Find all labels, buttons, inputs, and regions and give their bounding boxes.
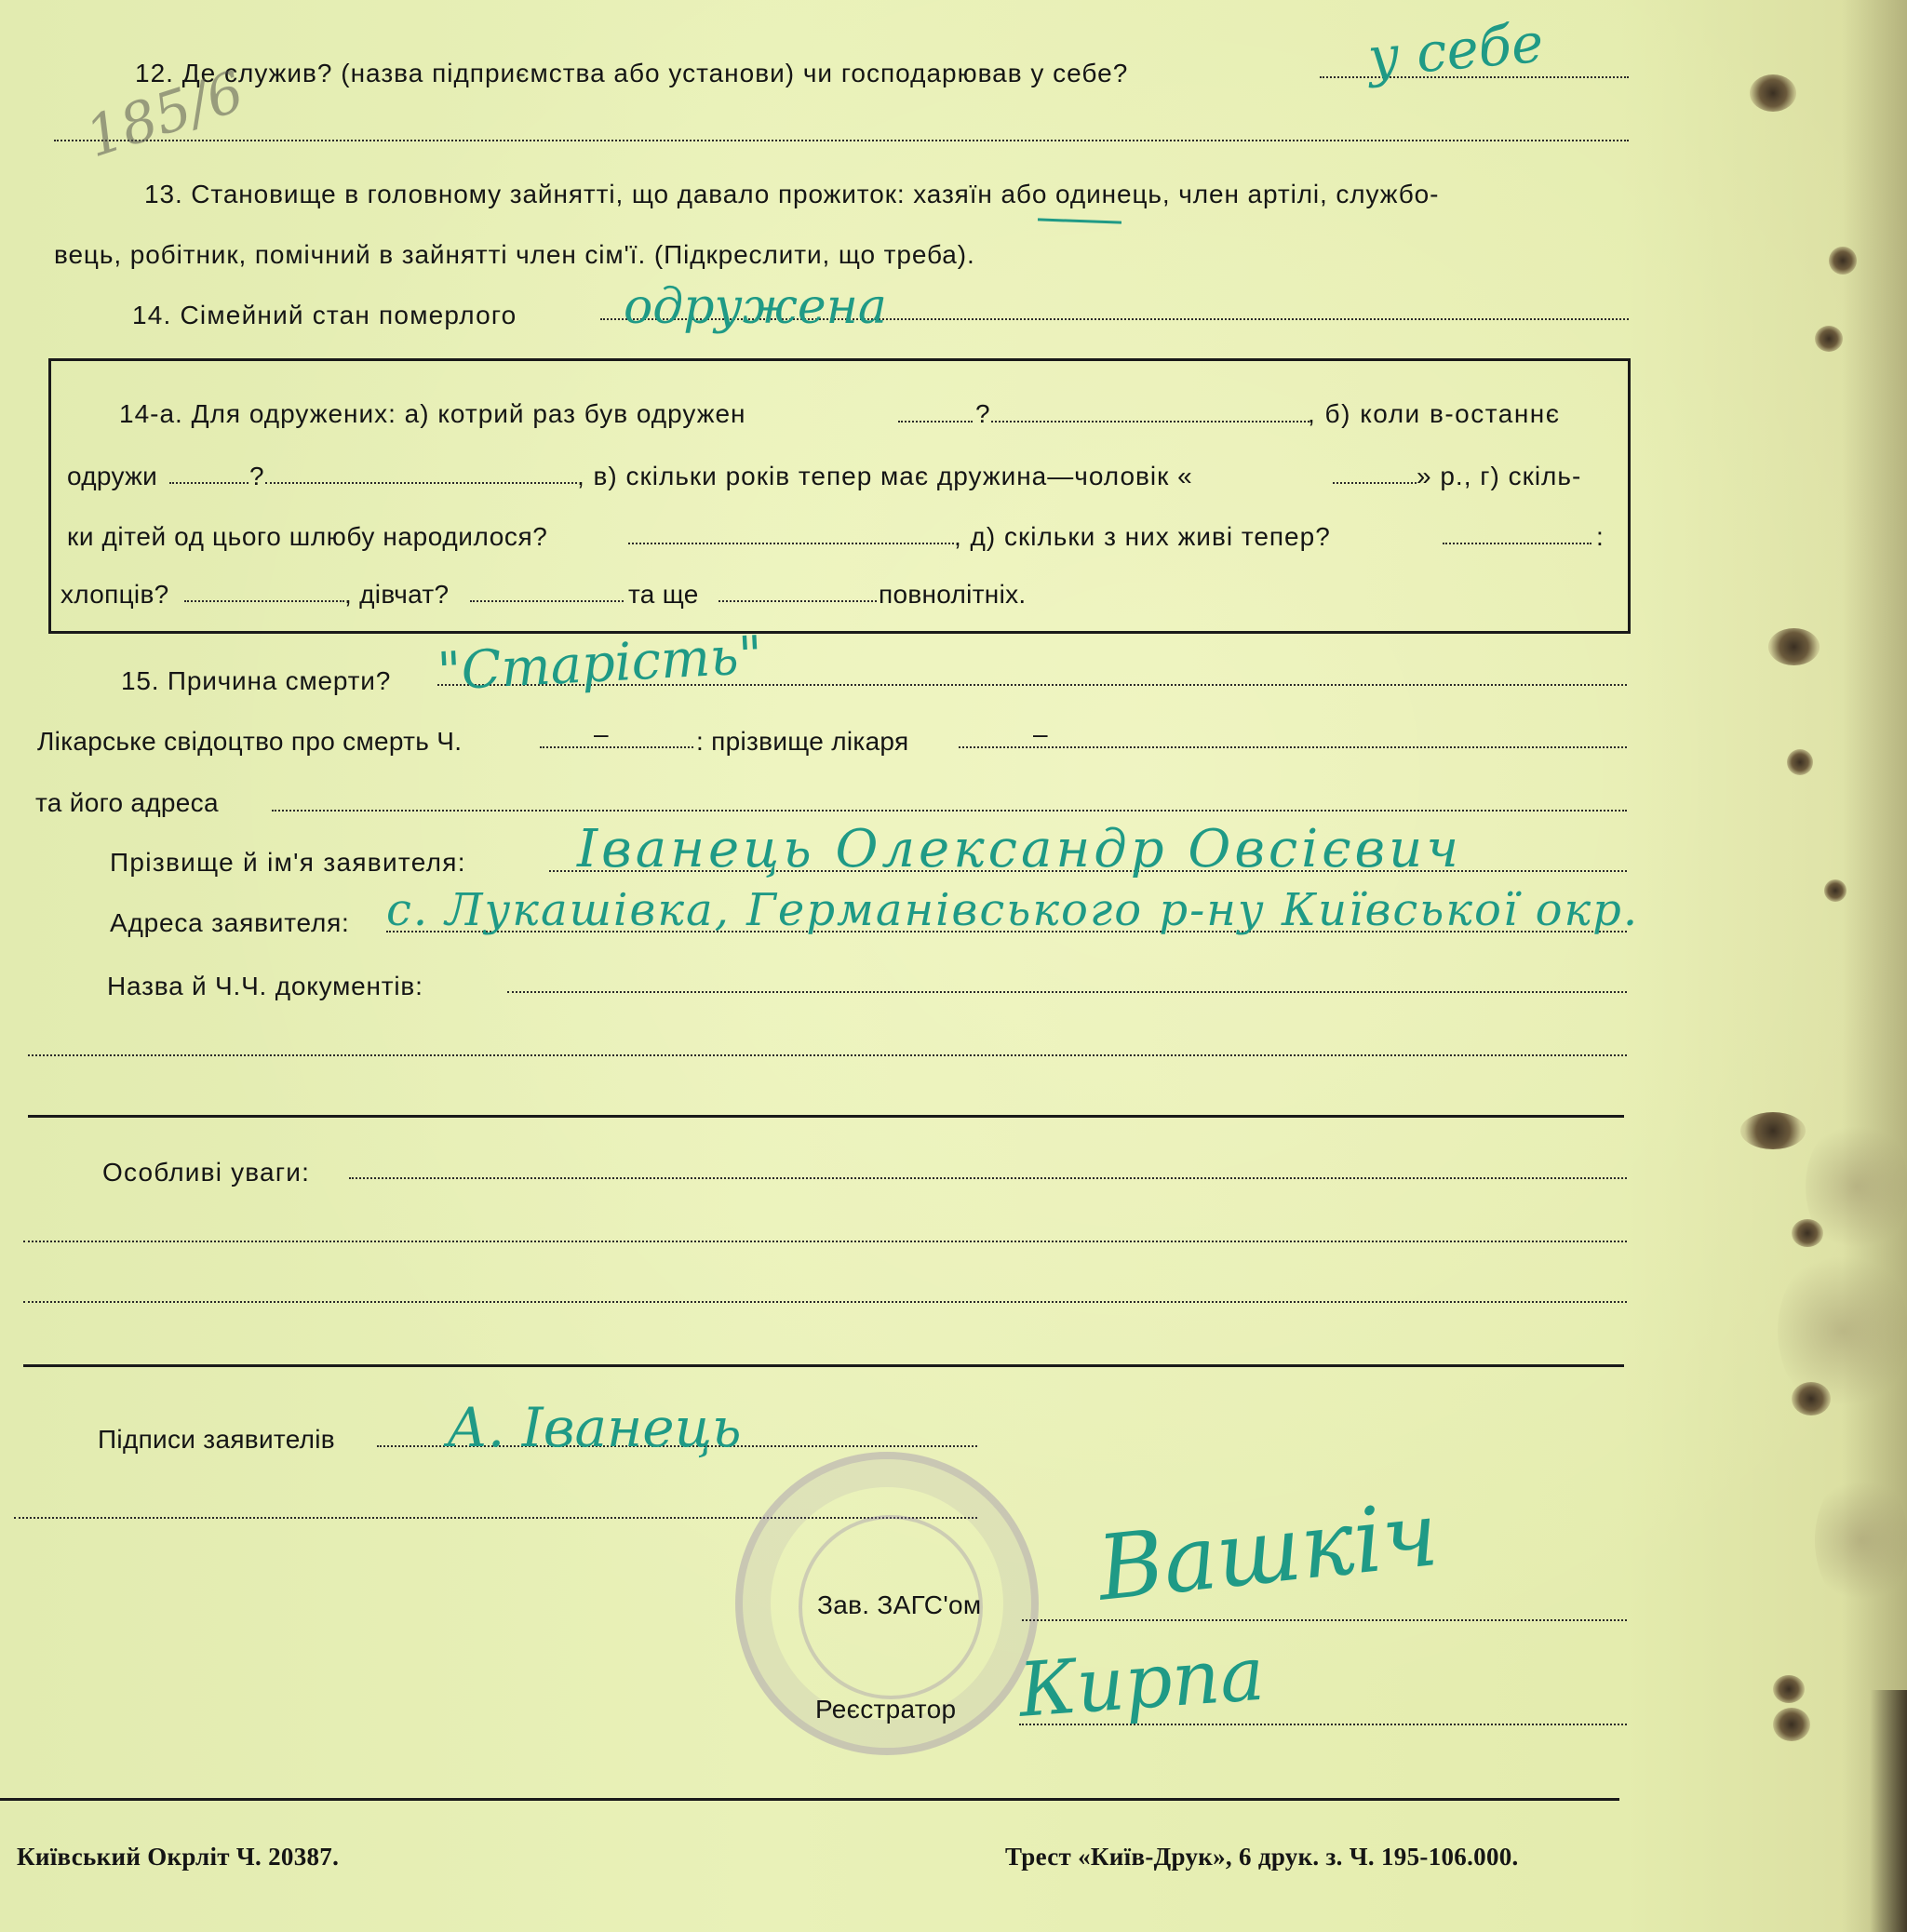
applicant-name-label: Прізвище й ім'я заявителя: [110, 848, 466, 877]
q14a-line4-text: хлопців? [60, 580, 169, 609]
q14a-line3-b-text: , д) скільки з них живі тепер? [954, 522, 1331, 551]
doctor-surname-dash: – [1033, 719, 1048, 748]
doctor-address-label: та його адреса [35, 788, 219, 817]
handwritten-applicant-address: с. Лукашівка, Германівського р-ну Київської окр. [386, 884, 1640, 936]
death-certificate-dash: – [594, 719, 609, 748]
handwritten-registrar-signature: Кирпа [1015, 1630, 1268, 1734]
q14a-times-married-field-2[interactable] [991, 421, 1309, 423]
registrar-label: Реєстратор [815, 1695, 957, 1724]
zags-head-label: Зав. ЗАГС'ом [817, 1590, 982, 1619]
section-divider [23, 1364, 1624, 1367]
footer-divider [0, 1798, 1619, 1801]
handwritten-q14-answer: одружена [624, 279, 887, 335]
handwritten-q12-answer: у себе [1365, 10, 1546, 89]
footer-printer-info: Трест «Київ-Друк», 6 друк. з. Ч. 195-106.000. [1005, 1843, 1519, 1871]
binding-hole [1829, 247, 1857, 275]
footer-print-license: Київський Окрліт Ч. 20387. [17, 1843, 340, 1871]
applicant-address-label: Адреса заявителя: [110, 908, 350, 937]
question-13-line2: вець, робітник, помічний в зайнятті член сім'ї. (Підкреслити, що треба). [54, 240, 975, 269]
doctor-surname-field[interactable] [959, 746, 1627, 748]
remarks-field-2[interactable] [23, 1241, 1627, 1242]
binding-hole [1815, 326, 1843, 352]
q14a-line1-text: 14-а. Для одружених: а) котрий раз був одружен [119, 399, 746, 428]
binding-hole [1768, 628, 1820, 665]
q14a-times-married-field[interactable] [898, 421, 973, 423]
paper-stain [1778, 1247, 1907, 1415]
q14a-line2-text: одружи [67, 462, 158, 490]
q14a-when-married-field-2[interactable] [265, 482, 577, 484]
remarks-field-3[interactable] [23, 1301, 1627, 1303]
paper-stain [1806, 1117, 1907, 1256]
answer-line-12-continued[interactable] [54, 140, 1629, 141]
q14a-boys-field[interactable] [184, 600, 344, 602]
q14a-line4-d-text: повнолітніх. [879, 580, 1027, 609]
doctor-address-field[interactable] [272, 810, 1627, 812]
q14a-when-married-field[interactable] [169, 482, 248, 484]
q14a-line2-c-text: » р., г) скіль- [1417, 462, 1582, 490]
question-12-label: 12. Де служив? (назва підприємства або установи) чи господарював у себе? [135, 59, 1129, 87]
q14a-line1-qmark: ? [975, 399, 990, 428]
documents-field[interactable] [507, 991, 1627, 993]
handwritten-applicant-signature: А. Іванець [447, 1396, 742, 1459]
q14a-line4-c-text: та ще [628, 580, 699, 609]
q14a-line3-colon: : [1596, 522, 1605, 551]
q14a-line3-text: ки дітей од цього шлюбу народилося? [67, 522, 548, 551]
q14a-line2-qmark: ? [249, 462, 264, 490]
margin-archive-number: 185/6 [78, 59, 252, 171]
binding-hole [1787, 749, 1813, 775]
page-edge-shadow [1842, 0, 1907, 1932]
applicant-signatures-label: Підписи заявителів [98, 1425, 335, 1454]
underline-mark-khazyain [1038, 218, 1121, 223]
handwritten-zags-head-signature: Вашкіч [1093, 1482, 1444, 1621]
q14a-line4-b-text: , дівчат? [344, 580, 450, 609]
binding-hole [1750, 74, 1796, 112]
question-13-line1: 13. Становище в головному зайнятті, що давало прожиток: хазяїн або одинець, член артілі, службо- [144, 180, 1440, 208]
binding-hole [1824, 879, 1847, 902]
documents-field-continued[interactable] [28, 1054, 1627, 1056]
documents-label: Назва й Ч.Ч. документів: [107, 972, 423, 1000]
q14a-line1-b-text: , б) коли в-останнє [1308, 399, 1561, 428]
section-divider [28, 1115, 1624, 1118]
handwritten-applicant-name: Іванець Олександр Овсієвич [577, 819, 1463, 879]
handwritten-q15-answer: "Старість" [436, 624, 764, 703]
remarks-label: Особливі уваги: [102, 1158, 311, 1187]
question-15-label: 15. Причина смерти? [121, 666, 392, 695]
binding-hole [1773, 1675, 1805, 1703]
death-certificate-number-field[interactable] [540, 746, 693, 748]
q14a-spouse-age-field[interactable] [1333, 482, 1417, 484]
q14a-children-born-field[interactable] [628, 543, 954, 544]
question-14-label: 14. Сімейний стан померлого [132, 301, 517, 329]
q14a-line2-b-text: , в) скільки років тепер має дружина—чоловік « [577, 462, 1193, 490]
doctor-surname-label: : прізвище лікаря [696, 727, 909, 756]
binding-hole [1773, 1708, 1810, 1741]
page-corner-shadow [1870, 1690, 1907, 1932]
remarks-field[interactable] [349, 1177, 1627, 1179]
q14a-adults-field[interactable] [718, 600, 877, 602]
q14a-girls-field[interactable] [470, 600, 624, 602]
q14a-children-alive-field[interactable] [1443, 543, 1591, 544]
binding-hole [1740, 1112, 1806, 1149]
paper-stain [1815, 1470, 1907, 1610]
death-certificate-label: Лікарське свідоцтво про смерть Ч. [37, 727, 463, 756]
